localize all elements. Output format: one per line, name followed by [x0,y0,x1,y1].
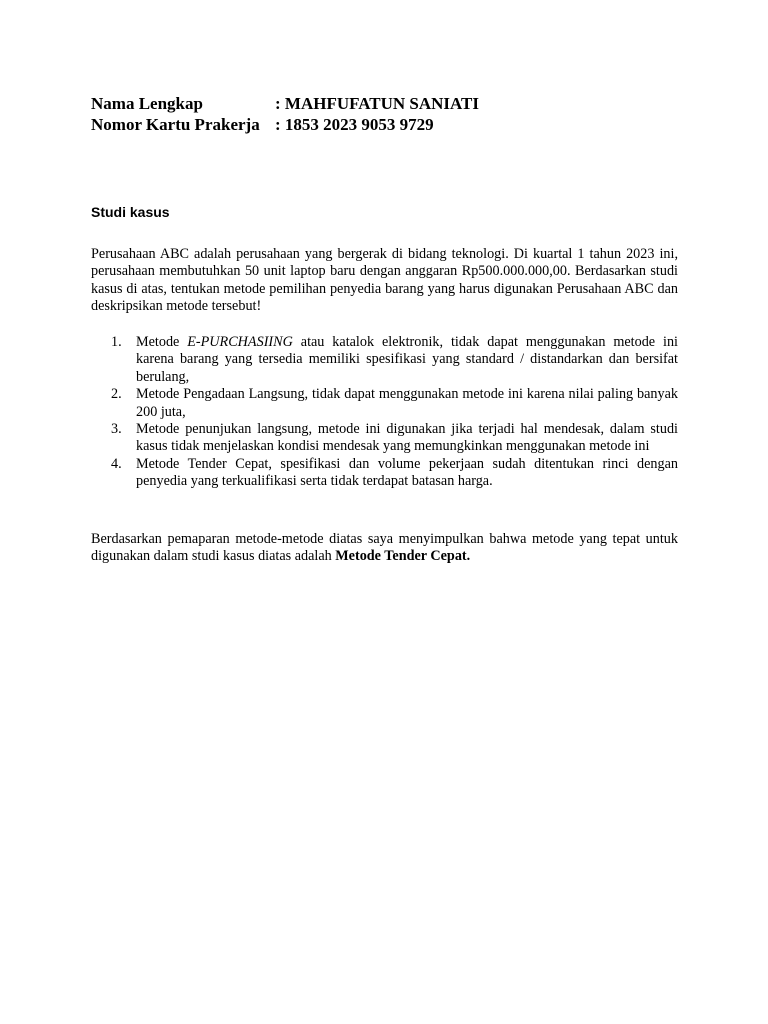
section-title: Studi kasus [91,204,170,220]
list-item-text [136,456,678,491]
list-item [91,456,678,491]
list-item-body: atau katalok elektronik, tidak dapat menggunakan metode ini karena barang yang tersedia memiliki spesifikasi yang standard / distandarkan dan bersifat berulang, [136,334,678,385]
conclusion-paragraph [91,531,678,566]
list-item-emphasis: E-PURCHASIING [187,334,293,350]
list-item-body: Metode penunjukan langsung, metode ini digunakan jika terjadi hal mendesak, dalam studi kasus tidak menjelaskan kondisi mendesak yang memungkinkan menggunakan metode ini [136,421,678,455]
intro-paragraph: Perusahaan ABC adalah perusahaan yang bergerak di bidang teknologi. Di kuartal 1 tahun 2023 ini, perusahaan membutuhkan 50 unit laptop baru dengan anggaran Rp500.000.000,00. Berdasarkan studi kasus di atas, tentukan metode pemilihan penyedia barang yang harus digunakan Perusahaan ABC dan deskripsikan metode tersebut! [91,246,678,315]
name-value: : MAHFUFATUN SANIATI [275,94,479,113]
card-number-value: : 1853 2023 9053 9729 [275,115,434,134]
list-item-number: 1. [111,334,122,350]
list-item-number: 2. [111,386,122,403]
list-item [91,334,678,386]
list-item-body: Metode Tender Cepat, spesifikasi dan volume pekerjaan sudah ditentukan rinci dengan penyedia yang terkualifikasi serta tidak terdapat batasan harga. [136,455,678,490]
identity-header [91,93,479,135]
name-label: Nama Lengkap [91,94,203,113]
list-item-text [136,421,678,456]
list-item [91,421,678,456]
list-item-body: Metode Pengadaan Langsung, tidak dapat menggunakan metode ini karena nilai paling banyak 200 juta, [136,386,678,420]
list-item-prefix: Metode [136,334,188,350]
card-number-label: Nomor Kartu Prakerja [91,115,260,134]
conclusion-answer: Metode Tender Cepat. [335,548,471,565]
conclusion-text: Berdasarkan pemaparan metode-metode diatas saya menyimpulkan bahwa metode yang tepat untuk digunakan dalam studi kasus diatas adalah [91,531,678,565]
card-number-row [91,114,479,135]
list-item-text [136,334,678,386]
list-item-number: 4. [111,455,122,472]
list-item-text [136,386,678,421]
list-item-number: 3. [111,421,122,438]
name-row [91,93,479,114]
method-list [91,334,678,491]
list-item [91,386,678,421]
